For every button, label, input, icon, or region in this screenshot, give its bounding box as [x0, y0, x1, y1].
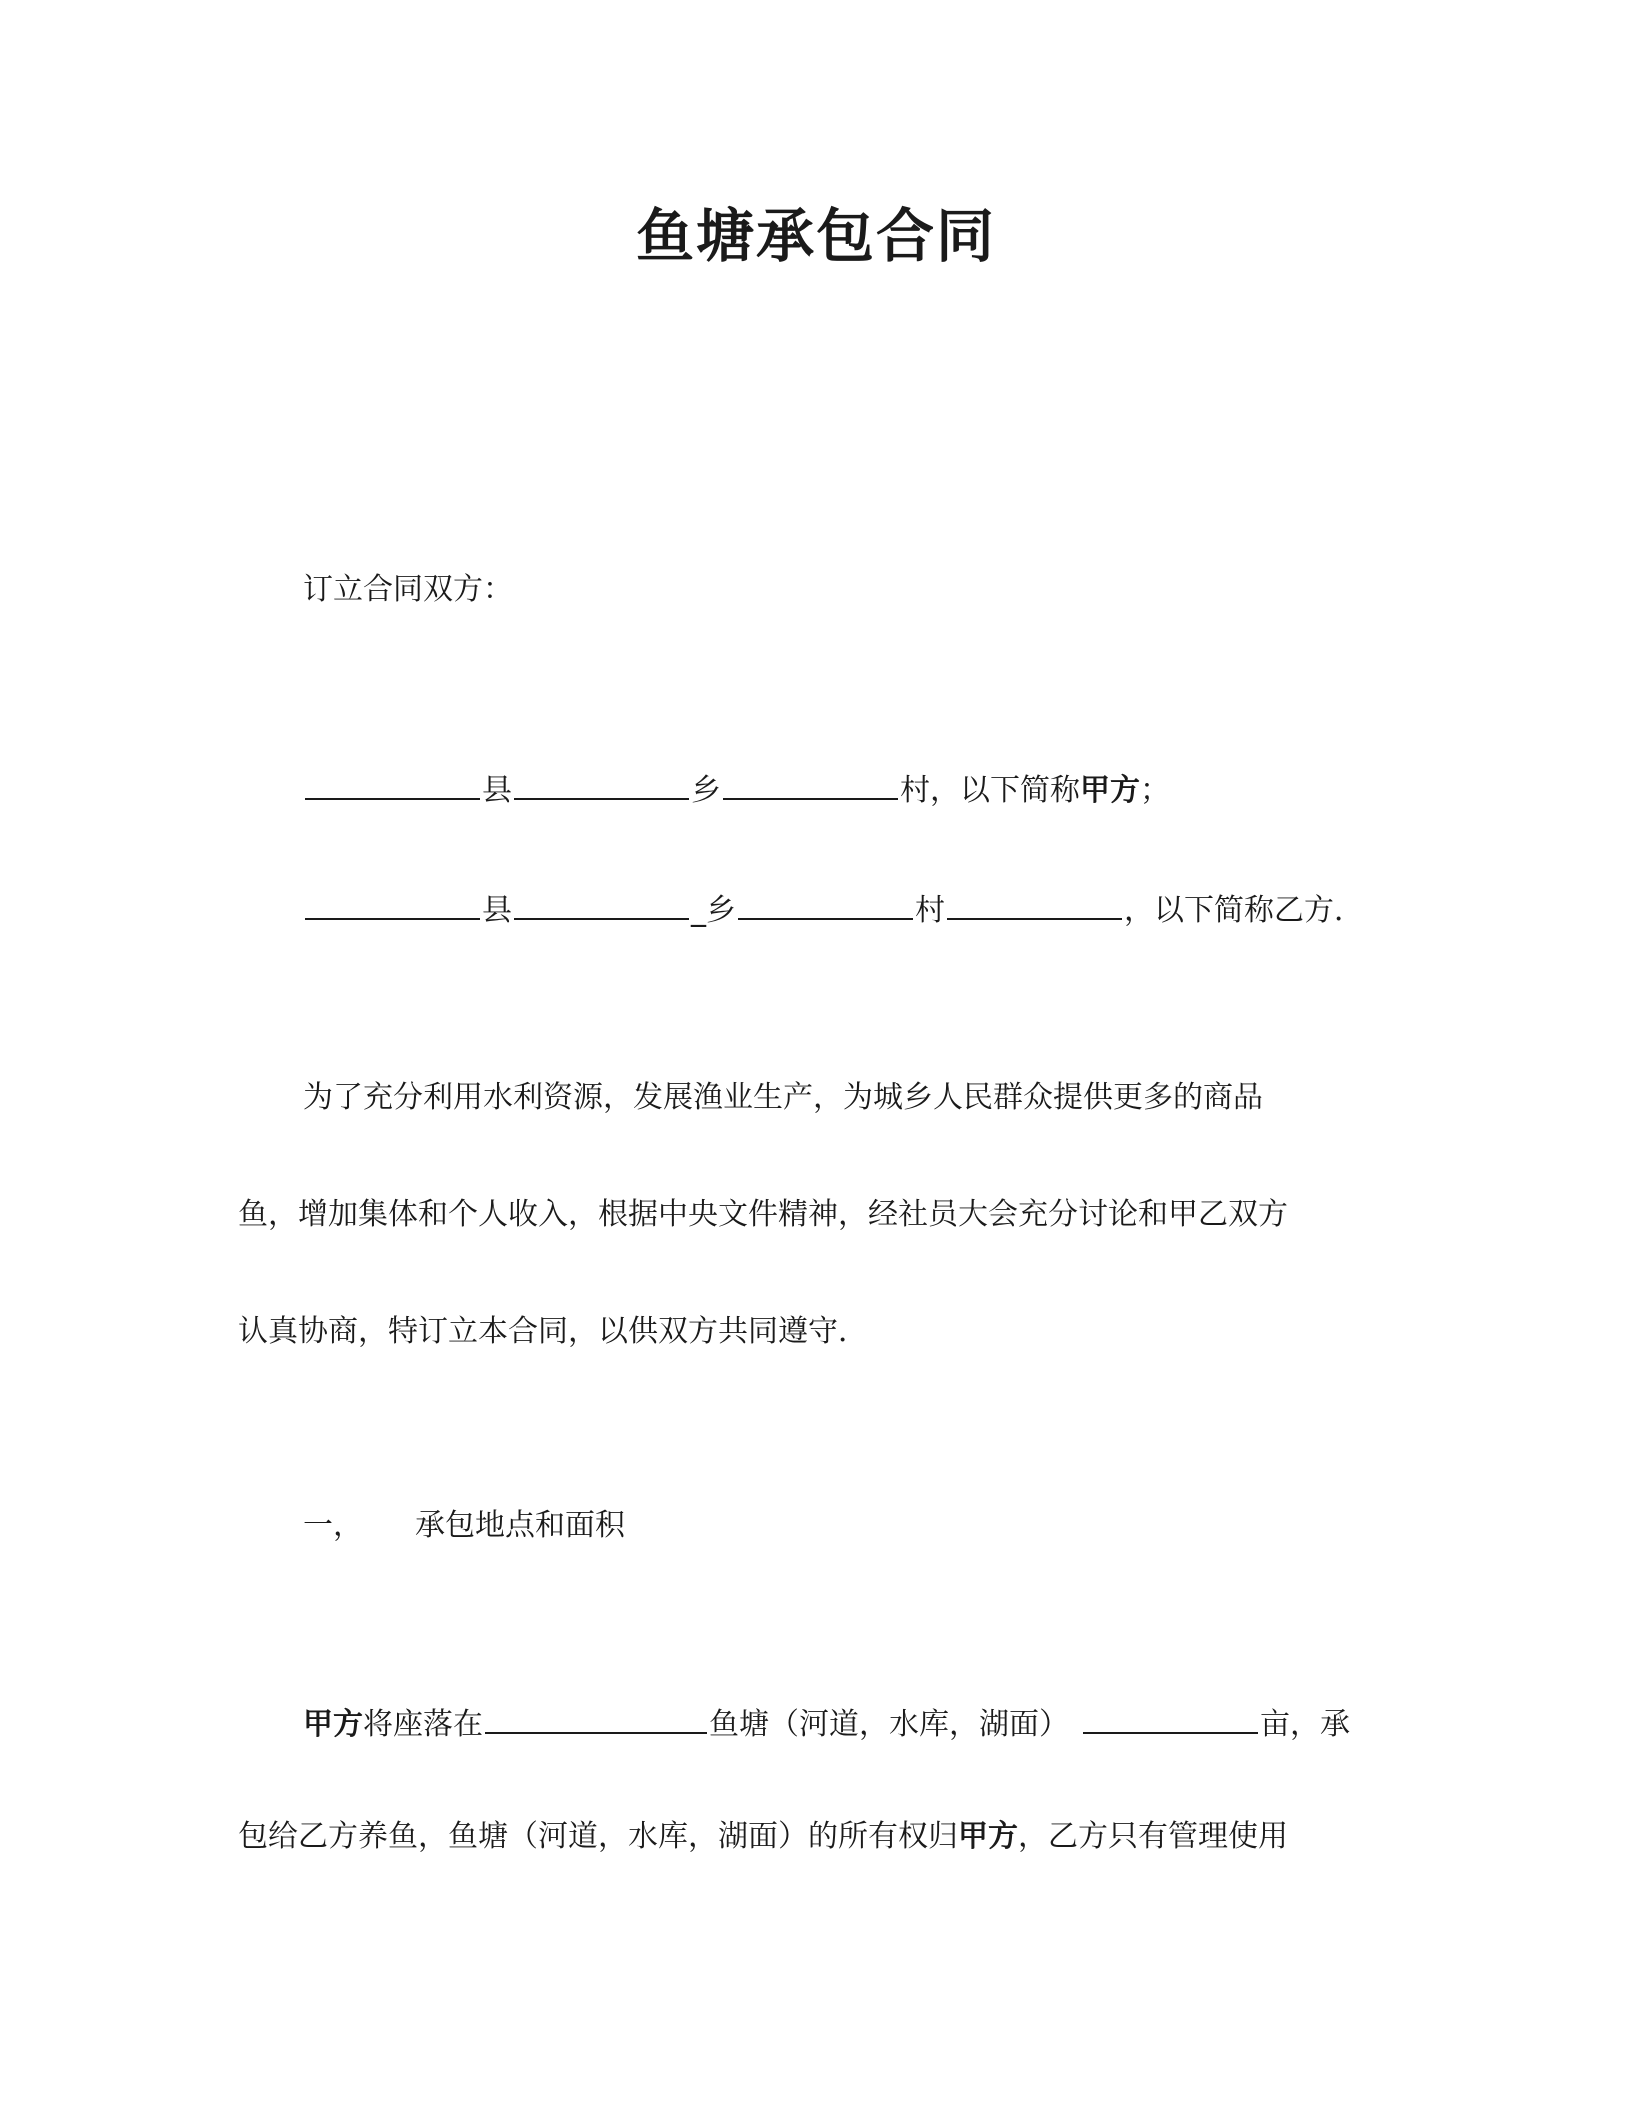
township-label-a: 乡: [691, 773, 721, 808]
preamble-text-2: 鱼，增加集体和个人收入，根据中央文件精神，经社员大会充分讨论和甲乙双方: [238, 1197, 1288, 1232]
blank-township-b[interactable]: [514, 884, 689, 920]
county-label-b: 县: [482, 893, 512, 928]
party-b-line: [303, 884, 1364, 933]
section-1-title: 承包地点和面积: [415, 1508, 625, 1543]
preamble-line-2: [238, 1193, 1288, 1237]
preamble-text-3: 认真协商，特订立本合同，以供双方共同遵守．: [238, 1314, 868, 1349]
clause-1-seg2: 鱼塘（河道，水库，湖面）: [709, 1707, 1069, 1742]
clause-1-seg1: 将座落在: [363, 1707, 483, 1742]
clause-1-line-1: [303, 1698, 1350, 1747]
section-1-heading: [303, 1504, 625, 1548]
clause-1-seg3: 亩，承: [1260, 1707, 1350, 1742]
township-label-b: _乡: [691, 893, 736, 928]
blank-area[interactable]: [1083, 1698, 1258, 1734]
county-label-a: 县: [482, 773, 512, 808]
preamble-text-1: 为了充分利用水利资源，发展渔业生产，为城乡人民群众提供更多的商品: [303, 1080, 1263, 1115]
blank-village-a[interactable]: [723, 764, 898, 800]
parties-intro-text: 订立合同双方：: [303, 572, 513, 607]
party-b-end: ，以下简称乙方．: [1124, 893, 1364, 928]
clause-1-line2a: 包给乙方养鱼，鱼塘（河道，水库，湖面）的所有权归: [238, 1819, 958, 1854]
village-label-b: 村: [915, 893, 945, 928]
preamble-line-3: [238, 1310, 868, 1354]
village-label-a: 村，以下简称: [900, 773, 1080, 808]
clause-1-line2c: ，乙方只有管理使用: [1018, 1819, 1288, 1854]
blank-village-b[interactable]: [738, 884, 913, 920]
clause-1-line-2: [238, 1815, 1288, 1859]
clause-1-line2-party-a: 甲方: [958, 1819, 1018, 1854]
party-a-name: 甲方: [1080, 773, 1140, 808]
blank-location[interactable]: [485, 1698, 707, 1734]
blank-township-a[interactable]: [514, 764, 689, 800]
parties-intro: [303, 568, 513, 612]
clause-1-party-a: 甲方: [303, 1707, 363, 1742]
preamble-line-1: [303, 1076, 1263, 1120]
blank-name-b[interactable]: [947, 884, 1122, 920]
blank-county-b[interactable]: [305, 884, 480, 920]
party-a-end: ；: [1140, 773, 1170, 808]
party-a-line: [303, 764, 1170, 813]
blank-county-a[interactable]: [305, 764, 480, 800]
section-1-number: 一，: [303, 1508, 363, 1543]
document-title: 鱼塘承包合同: [635, 202, 996, 270]
